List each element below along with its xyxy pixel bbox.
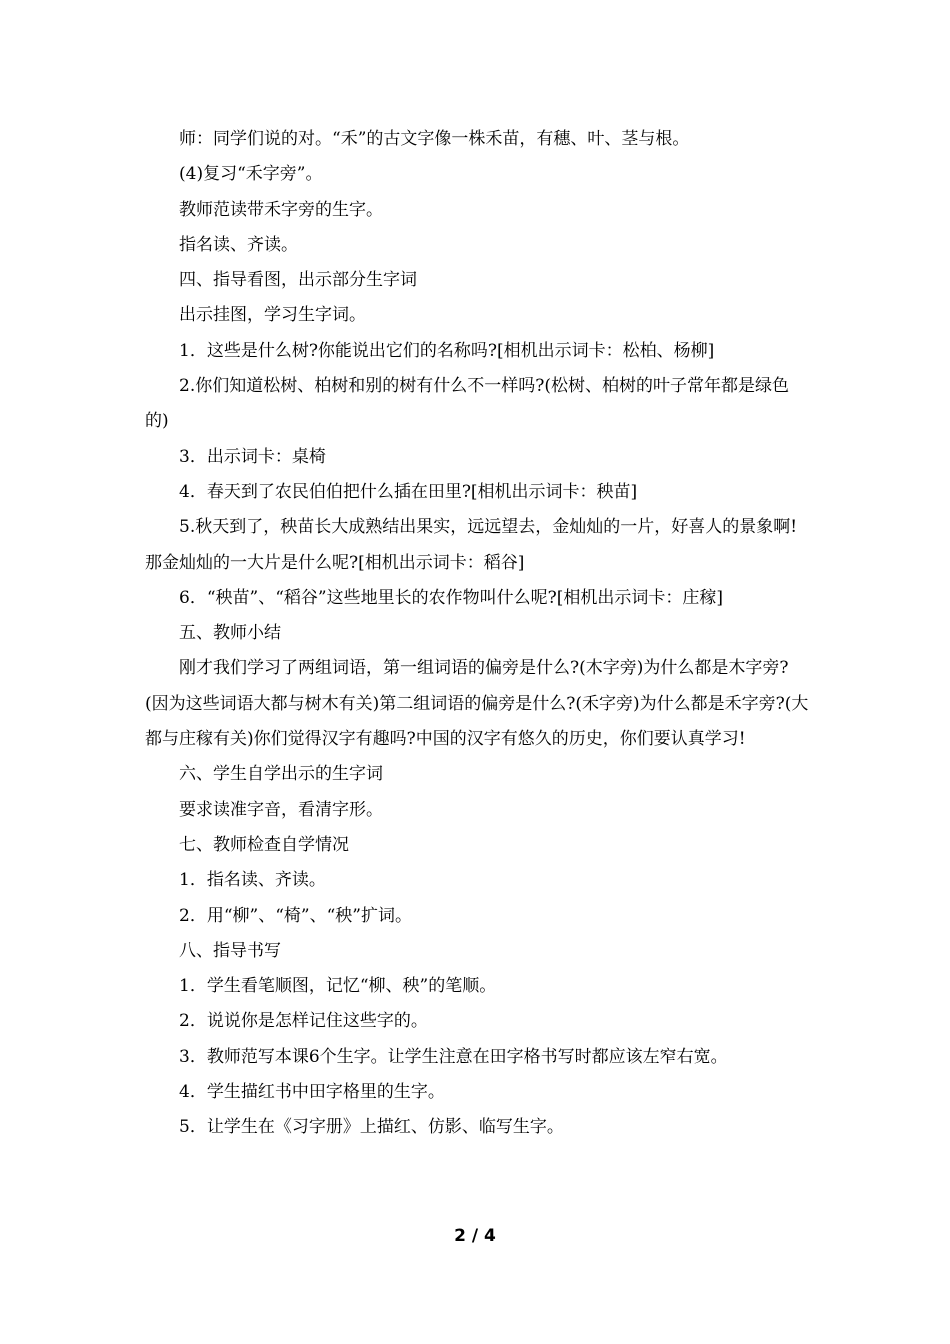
list-item: 3．教师范写本课6个生字。让学生注意在田字格书写时都应该左窄右宽。 xyxy=(179,1046,728,1067)
paragraph: 指名读、齐读。 xyxy=(179,234,298,255)
page-number: 2 / 4 xyxy=(454,1226,496,1246)
paragraph: 教师范读带禾字旁的生字。 xyxy=(179,199,383,220)
paragraph: 出示挂图，学习生字词。 xyxy=(179,305,366,326)
list-item: 4．学生描红书中田字格里的生字。 xyxy=(179,1082,445,1103)
list-item: 5．让学生在《习字册》上描红、仿影、临写生字。 xyxy=(179,1117,564,1138)
list-item: 2.你们知道松树、柏树和别的树有什么不一样吗?(松树、柏树的叶子常年都是绿色的) xyxy=(145,376,789,432)
list-item: 1．这些是什么树?你能说出它们的名称吗?[相机出示词卡：松柏、杨柳] xyxy=(179,340,715,361)
paragraph: 刚才我们学习了两组词语，第一组词语的偏旁是什么?(木字旁)为什么都是木字旁?(因为这些词语大都与树木有关)第二组词语的偏旁是什么?(禾字旁)为什么都是禾字旁?(大都与庄稼有关)你们觉得汉字有趣吗?中国的汉字有悠久的历史，你们要认真学习! xyxy=(145,658,809,750)
list-item: 1．指名读、齐读。 xyxy=(179,870,326,891)
list-item: 2．说说你是怎样记住这些字的。 xyxy=(179,1011,428,1032)
paragraph: 师：同学们说的对。“禾”的古文字像一株禾苗，有穗、叶、茎与根。 xyxy=(179,129,690,149)
list-item: 1．学生看笔顺图，记忆“柳、秧”的笔顺。 xyxy=(179,976,497,997)
paragraph: 要求读准字音，看清字形。 xyxy=(179,799,383,820)
section-heading: 七、教师检查自学情况 xyxy=(179,834,349,855)
list-item: 3．出示词卡：桌椅 xyxy=(179,446,326,467)
section-heading: 六、学生自学出示的生字词 xyxy=(179,764,383,785)
section-heading: 八、指导书写 xyxy=(179,940,281,961)
list-item: 2．用“柳”、“椅”、“秧”扩词。 xyxy=(179,905,412,926)
section-heading: 五、教师小结 xyxy=(179,623,281,644)
list-item: 5.秋天到了，秧苗长大成熟结出果实，远远望去，金灿灿的一片，好喜人的景象啊!那金灿灿的一大片是什么呢?[相机出示词卡：稻谷] xyxy=(145,517,798,573)
paragraph: (4)复习“禾字旁”。 xyxy=(179,164,323,185)
section-heading: 四、指导看图，出示部分生字词 xyxy=(179,270,417,291)
document-body xyxy=(145,122,810,1146)
list-item: 4．春天到了农民伯伯把什么插在田里?[相机出示词卡：秧苗] xyxy=(179,481,638,502)
list-item: 6．“秧苗”、“稻谷”这些地里长的农作物叫什么呢?[相机出示词卡：庄稼] xyxy=(179,587,723,608)
